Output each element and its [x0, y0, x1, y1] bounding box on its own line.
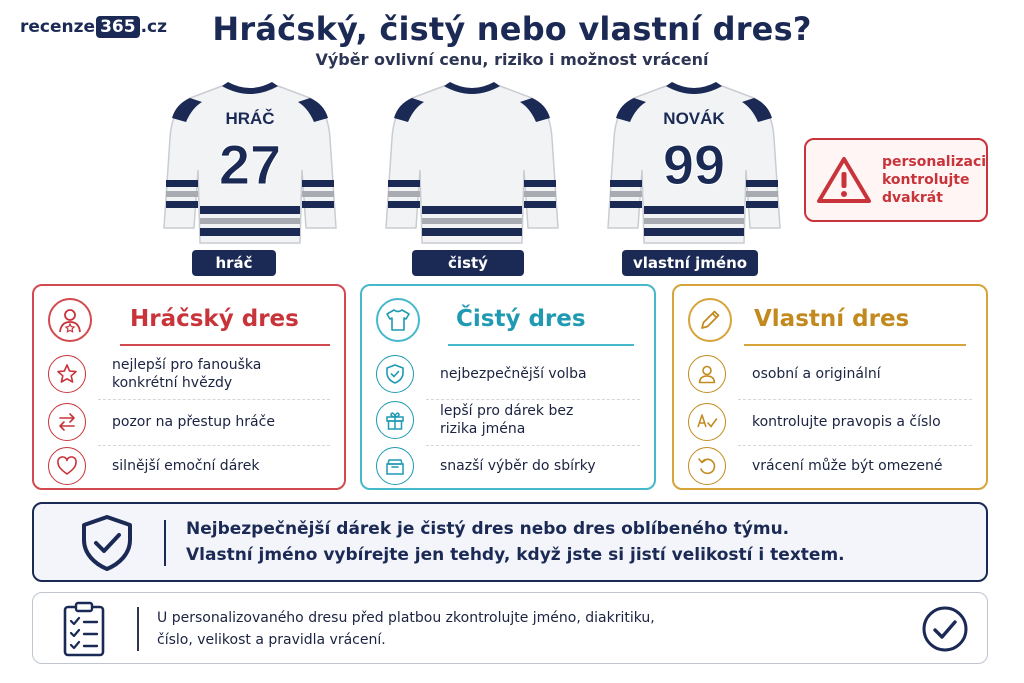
footer-line-1: U personalizovaného dresu před platbou zkontrolujte jméno, diakritiku, [157, 610, 655, 626]
page-subtitle: Výběr ovlivní cenu, riziko i možnost vrácení [315, 50, 709, 69]
item-line: pozor na přestup hráče [112, 414, 275, 430]
undo-icon [688, 447, 726, 485]
jersey-custom-number: 99 [662, 133, 726, 196]
jersey-player-name: HRÁČ [225, 109, 275, 128]
jersey-tag-blank: čistý [412, 250, 524, 276]
list-item [48, 444, 330, 488]
logo-text-post: .cz [140, 17, 167, 37]
spellcheck-icon [688, 403, 726, 441]
personalization-warning [804, 138, 988, 222]
logo-text-box: 365 [96, 16, 140, 38]
banner-line-2: Vlastní jméno vybírejte jen tehdy, když jste si jistí velikostí i textem. [186, 545, 845, 565]
jersey-player-number: 27 [218, 133, 282, 196]
list-item [688, 352, 972, 396]
checklist-note [32, 592, 988, 664]
item-line: nejbezpečnější volba [440, 366, 587, 382]
jersey-player-image [160, 78, 340, 248]
item-line: kontrolujte pravopis a číslo [752, 414, 941, 430]
transfer-arrows-icon [48, 403, 86, 441]
jersey-custom-image [604, 78, 784, 248]
list-item [688, 444, 972, 488]
item-line: osobní a originální [752, 366, 881, 382]
shirt-icon [376, 298, 420, 342]
footer-divider [137, 607, 139, 651]
card-blank-underline [448, 344, 634, 346]
card-custom-title: Vlastní dres [754, 306, 910, 332]
list-item [376, 444, 640, 488]
card-blank-title: Čistý dres [456, 306, 586, 332]
jersey-custom-name: NOVÁK [663, 109, 725, 128]
banner-divider [164, 520, 166, 566]
person-icon [688, 355, 726, 393]
jersey-custom [604, 78, 784, 248]
warning-line-3: dvakrát [882, 190, 943, 206]
gift-icon [376, 401, 414, 439]
banner-line-1: Nejbezpečnější dárek je čistý dres nebo dres oblíbeného týmu. [186, 519, 790, 539]
item-line: lepší pro dárek bez [440, 403, 574, 419]
recommendation-banner [32, 502, 988, 582]
card-custom-underline [744, 344, 966, 346]
list-item [376, 352, 640, 396]
card-player-jersey [32, 284, 346, 490]
list-item [376, 398, 640, 442]
jersey-blank-image [382, 78, 562, 248]
checklist-clipboard-icon [59, 601, 109, 657]
item-line: nejlepší pro fanouška [112, 357, 262, 373]
archive-box-icon [376, 447, 414, 485]
list-item [48, 400, 330, 444]
warning-line-2: kontrolujte [882, 172, 970, 188]
logo-text-pre: recenze [20, 17, 96, 37]
player-avatar-icon [48, 298, 92, 342]
check-circle-icon [921, 605, 969, 653]
item-line: rizika jména [440, 421, 526, 437]
card-player-underline [120, 344, 330, 346]
item-line: silnější emoční dárek [112, 458, 260, 474]
star-icon [48, 355, 86, 393]
jersey-tag-custom: vlastní jméno [622, 250, 758, 276]
card-blank-jersey [360, 284, 656, 490]
item-line: snazší výběr do sbírky [440, 458, 596, 474]
item-line: konkrétní hvězdy [112, 375, 233, 391]
heart-icon [48, 447, 86, 485]
jersey-player [160, 78, 340, 248]
item-line: vrácení může být omezené [752, 458, 943, 474]
list-item [48, 352, 330, 396]
list-item [688, 400, 972, 444]
warning-line-1: personalizaci [882, 154, 987, 170]
footer-line-2: číslo, velikost a pravidla vrácení. [157, 632, 386, 648]
pencil-icon [688, 298, 732, 342]
warning-triangle-icon [816, 155, 872, 205]
shield-check-icon [376, 355, 414, 393]
page-title: Hráčský, čistý nebo vlastní dres? [212, 10, 812, 48]
jersey-tag-player: hráč [192, 250, 276, 276]
card-custom-jersey [672, 284, 988, 490]
card-player-title: Hráčský dres [130, 306, 299, 332]
shield-check-icon [78, 514, 136, 572]
jersey-blank [382, 78, 562, 248]
